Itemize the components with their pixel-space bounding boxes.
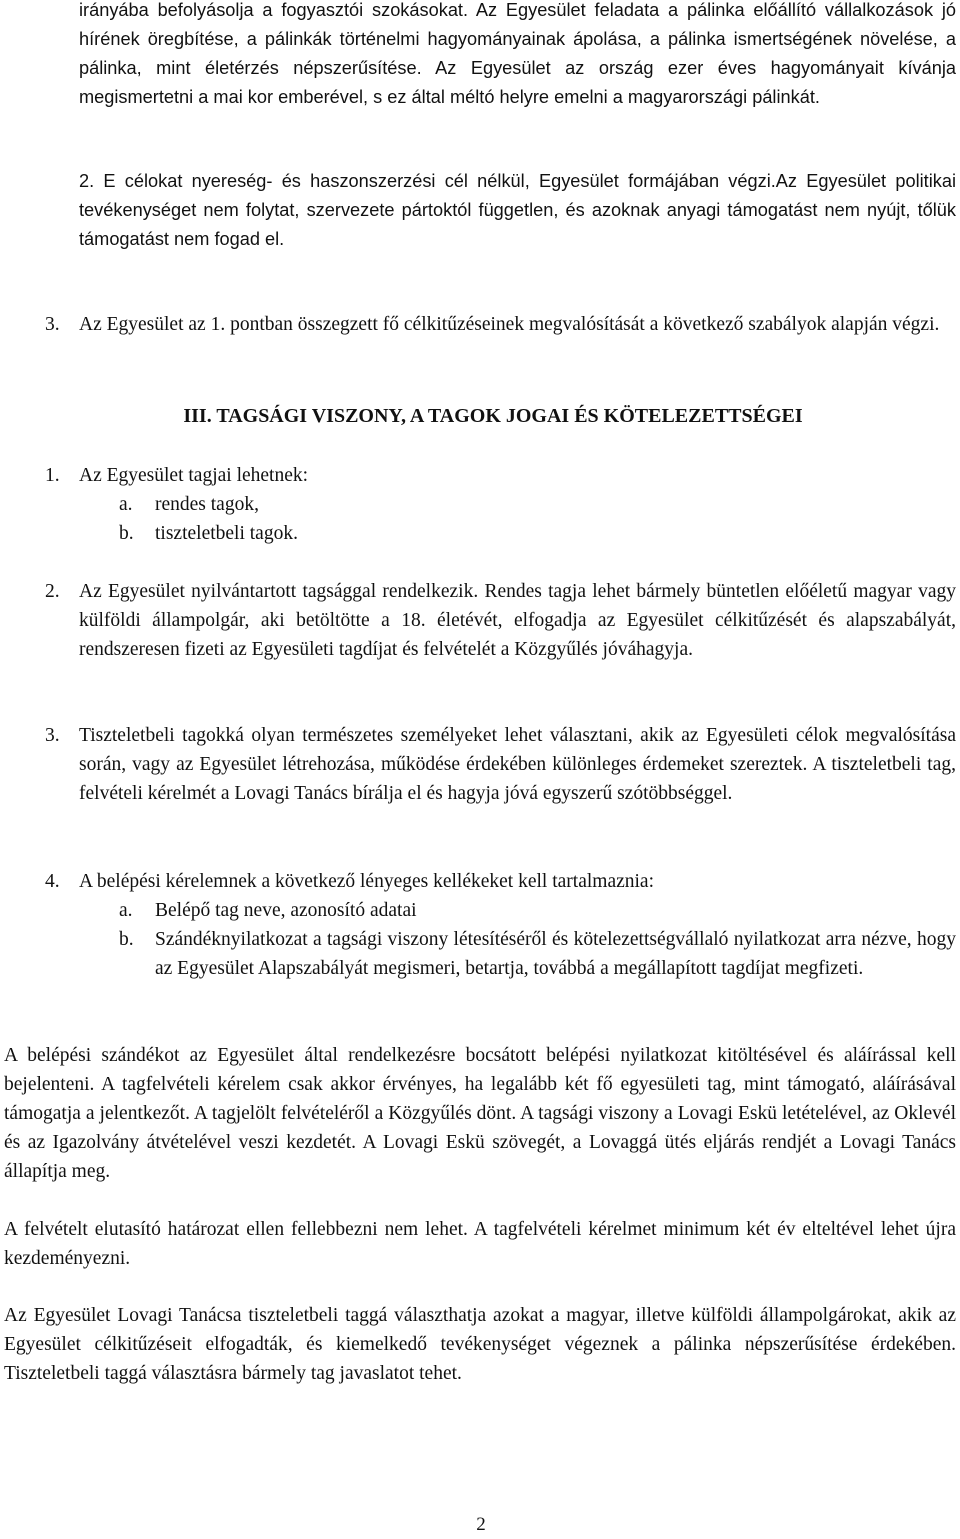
list-text: Az Egyesület nyilvántartott tagsággal rendelkezik. Rendes tagja lehet bármely büntetlen előéletű magyar vagy külföldi állampolgár, aki betöltötte a 18. életévét, elfogadja az Egyesület célkitűzését és alapszabályát, rendszeresen fizeti az Egyesületi tagdíjat és felvételét a Közgyűlés jóváhagyja.: [79, 581, 956, 660]
list-text: rendes tagok,: [155, 494, 259, 515]
intro-paragraph: irányába befolyásolja a fogyasztói szokásokat. Az Egyesület feladata a pálinka előállító vállalkozások jó hírének öregbítése, a pálinkák történelmi hagyományainak ápolása, a pálinka ismertségének növelése, a pálinka, mint életérzés népszerűsítése. Az Egyesület az ország ezer éves hagyományait kívánja megismertetni a mai kor emberével, s ez által méltó helyre emelni a magyarországi pálinkát.: [79, 0, 956, 107]
body-paragraph-1: A belépési szándékot az Egyesület által rendelkezésre bocsátott belépési nyilatkozat kitöltésével és aláírással kell bejelenteni. A tagfelvételi kérelem csak akkor érvényes, ha legalább két fő egyesületi tag, mint támogató, aláírásával támogatja a jelentkezőt. A tagjelölt felvételéről a Közgyűlés dönt. A tagsági viszony a Lovagi Eskü letételével, az Oklevél és az Igazolvány átvételével veszi kezdetét. A Lovagi Eskü szövegét, a Lovaggá ütés eljárás rendjét a Lovagi Tanács állapítja meg.: [4, 1045, 956, 1182]
list-text: Szándéknyilatkozat a tagsági viszony létesítéséről és kötelezettségvállaló nyilatkozat arra nézve, hogy az Egyesület Alapszabályát megismeri, betartja, továbbá a megállapított tagdíjat megfizeti.: [155, 929, 956, 979]
body-paragraph-3: Az Egyesület Lovagi Tanácsa tiszteletbeli taggá választhatja azokat a magyar, illetve külföldi állampolgárokat, akik az Egyesület célkitűzéseit elfogadták, és kiemelkedő tevékenységet végeznek a pálinka népszerűsítése érdekében. Tiszteletbeli taggá választásra bármely tag javaslatot tehet.: [4, 1305, 956, 1384]
body-paragraph-2: A felvételt elutasító határozat ellen fellebbezni nem lehet. A tagfelvételi kérelmet minimum két év elteltével lehet újra kezdeményezni.: [4, 1219, 956, 1269]
list-text: A belépési kérelemnek a következő lényeges kellékeket kell tartalmaznia:: [79, 871, 654, 892]
list-number: 3.: [45, 725, 60, 746]
list-letter: a.: [119, 494, 133, 515]
intro-point-2: 2. E célokat nyereség- és haszonszerzési cél nélkül, Egyesület formájában végzi.Az Egyesület politikai tevékenységet nem folytat, szervezete pártoktól független, és azoknak anyagi támogatást nem nyújt, tőlük támogatást nem fogad el.: [79, 171, 956, 249]
list-text: Az Egyesület az 1. pontban összegzett fő célkitűzéseinek megvalósítását a következő szabályok alapján végzi.: [79, 314, 940, 335]
list-text: Az Egyesület tagjai lehetnek:: [79, 465, 309, 486]
list-letter: a.: [119, 900, 133, 921]
list-number: 3.: [45, 314, 60, 335]
list-number: 1.: [45, 465, 60, 486]
list-number: 2.: [45, 581, 60, 602]
list-text: tiszteletbeli tagok.: [155, 523, 298, 544]
page-number: 2: [476, 1514, 486, 1535]
list-text: Tiszteletbeli tagokká olyan természetes személyeket lehet választani, akik az Egyesületi célok megvalósítása során, vagy az Egyesület létrehozása, működése érdekében különleges érdemeket szereztek. A tiszteletbeli tag, felvételi kérelmét a Lovagi Tanács bírálja el és hagyja jóvá egyszerű szótöbbséggel.: [79, 725, 956, 804]
section-heading: III. TAGSÁGI VISZONY, A TAGOK JOGAI ÉS KÖTELEZETTSÉGEI: [183, 405, 803, 427]
list-letter: b.: [119, 523, 134, 544]
list-letter: b.: [119, 929, 134, 950]
list-number: 4.: [45, 871, 60, 892]
list-text: Belépő tag neve, azonosító adatai: [155, 900, 417, 921]
